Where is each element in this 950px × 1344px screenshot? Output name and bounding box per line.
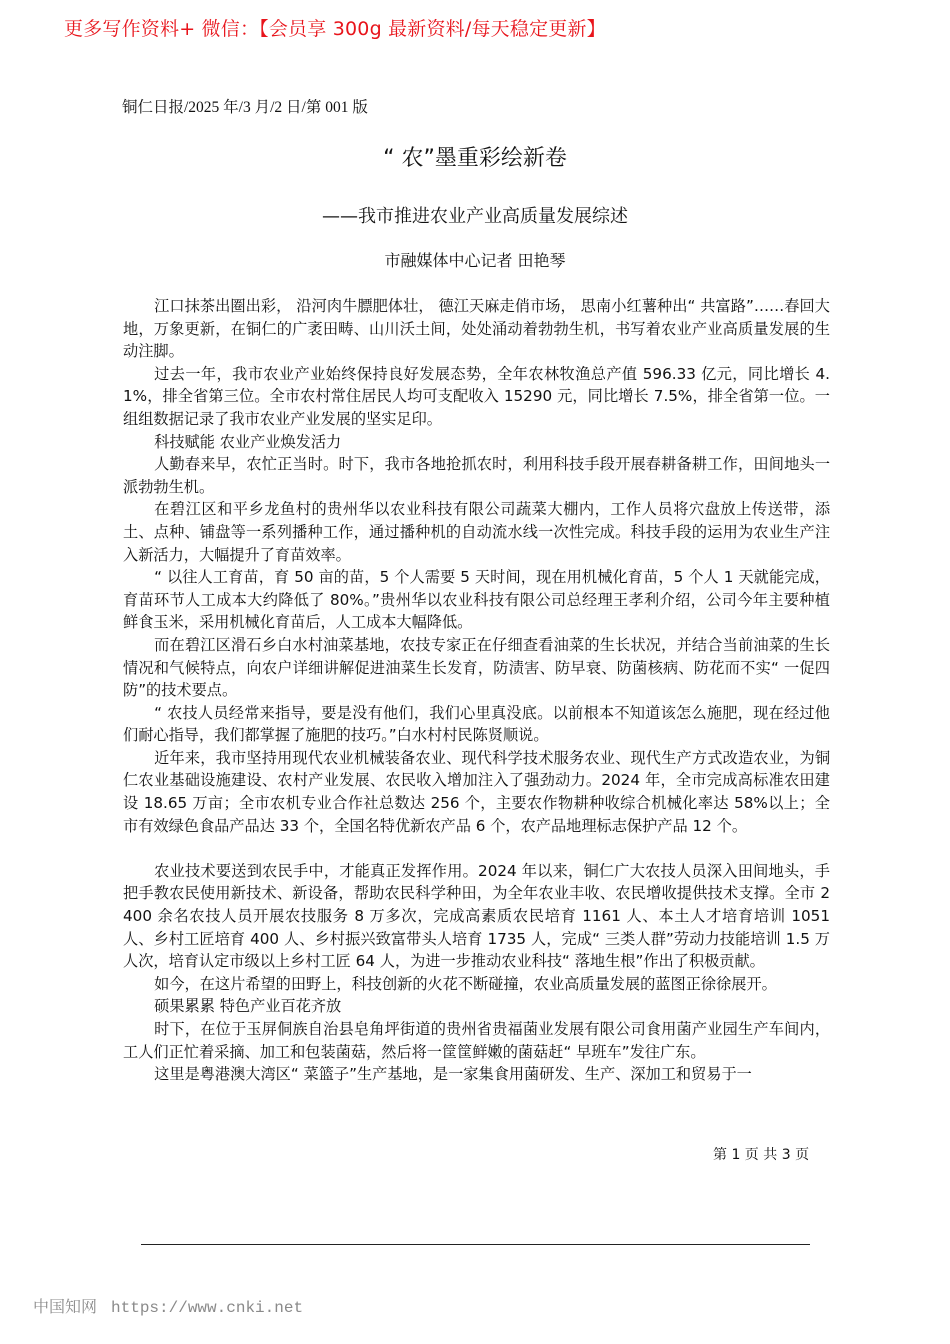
footer-divider [141,1244,810,1245]
article-title: “ 农”墨重彩绘新卷 [383,146,567,171]
paragraph: 农业技术要送到农民手中，才能真正发挥作用。2024 年以来，铜仁广大农技人员深入田间地头，手把手教农民使用新技术、新设备，帮助农民科学种田，为全年农业丰收、农民增收提供技术支撑。全市 2400 余名农技人员开展农技服务 8 万多次，完成高素质农民培育 1161 人、本土人才培育培训 1051 人、乡村工匠培育 400 人、乡村振兴致富带头人培育 1735 人，完成“ 三类人群”劳动力技能培训 1.5 万人次，培育认定市级以上乡村工匠 64 人，为进一步推动农业科技“ 落地生根”作出了积极贡献。 [123,861,830,971]
section-heading: 科技赋能 农业产业焕发活力 [154,432,342,451]
paragraph: 这里是粤港澳大湾区“ 菜篮子”生产基地，是一家集食用菌研发、生产、深加工和贸易于一 [154,1065,752,1084]
paragraph: 在碧江区和平乡龙鱼村的贵州华以农业科技有限公司蔬菜大棚内，工作人员将穴盘放上传送带，添土、点种、铺盘等一系列播种工作，通过播种机的自动流水线一次性完成。科技手段的运用为农业生产注入新活力，大幅提升了育苗效率。 [123,500,830,564]
paragraph: 人勤春来早，农忙正当时。时下，我市各地抢抓农时，利用科技手段开展春耕备耕工作，田间地头一派勃勃生机。 [123,455,830,496]
paragraph: 时下，在位于玉屏侗族自治县皂角坪街道的贵州省贵福菌业发展有限公司食用菌产业园生产车间内，工人们正忙着采摘、加工和包装菌菇，然后将一筐筐鲜嫩的菌菇赶“ 早班车”发往广东。 [123,1020,830,1061]
cnki-site-name: 中国知网 [33,1297,98,1316]
paragraph: 近年来，我市坚持用现代农业机械装备农业、现代科学技术服务农业、现代生产方式改造农业，为铜仁农业基础设施建设、农村产业发展、农民收入增加注入了强劲动力。2024 年，全市完成高标准农田建设 18.65 万亩；全市农机专业合作社总数达 256 个，主要农作物耕种收综合机械化率达 58%以上；全市有效绿色食品产品达 33 个，全国名特优新农产品 6 个，农产品地理标志保护产品 12 个。 [123,748,830,835]
cnki-url[interactable]: https://www.cnki.net [111,1299,304,1317]
section-heading: 硕果累累 特色产业百花齐放 [154,997,342,1016]
paragraph: 江口抹茶出圈出彩， 沿河肉牛膘肥体壮， 德江天麻走俏市场， 思南小红薯种出“ 共富路”……春回大地，万象更新，在铜仁的广袤田畴、山川沃土间，处处涌动着勃勃生机，书写着农业产业高质量发展的生动注脚。 [123,297,830,361]
article-body [123,295,830,1086]
article-subtitle: ——我市推进农业产业高质量发展综述 [322,206,628,227]
paragraph: “ 农技人员经常来指导，要是没有他们，我们心里真没底。以前根本不知道该怎么施肥，现在经过他们耐心指导，我们都掌握了施肥的技巧。”白水村村民陈贤顺说。 [123,703,830,745]
paragraph: 而在碧江区滑石乡白水村油菜基地，农技专家正在仔细查看油菜的生长状况，并结合当前油菜的生长情况和气候特点，向农户详细讲解促进油菜生长发育，防渍害、防早衰、防菌核病、防花而不实“ 一促四防”的技术要点。 [123,635,830,700]
source-line: 铜仁日报/2025 年/3 月/2 日/第 001 版 [122,99,368,116]
page-number: 第 1 页 共 3 页 [713,1147,810,1163]
article-author: 市融媒体中心记者 田艳琴 [384,251,566,270]
paragraph: “ 以往人工育苗，育 50 亩的苗，5 个人需要 5 天时间，现在用机械化育苗，5 个人 1 天就能完成，育苗环节人工成本大约降低了 80%。”贵州华以农业科技有限公司总经理王孝利介绍，公司今年主要种植鲜食玉米，采用机械化育苗后，人工成本大幅降低。 [123,568,830,632]
paragraph: 过去一年，我市农业产业始终保持良好发展态势，全年农林牧渔总产值 596.33 亿元，同比增长 4.1%，排全省第三位。全市农村常住居民人均可支配收入 15290 元，同比增长 7.5%，排全省第一位。一组组数据记录了我市农业产业发展的坚实足印。 [123,364,830,428]
paragraph: 如今，在这片希望的田野上，科技创新的火花不断碰撞，农业高质量发展的蓝图正徐徐展开。 [154,974,777,993]
cnki-watermark [33,1294,303,1317]
promo-banner: 更多写作资料+ 微信：【会员享 300g 最新资料/每天稳定更新】 [64,18,606,40]
